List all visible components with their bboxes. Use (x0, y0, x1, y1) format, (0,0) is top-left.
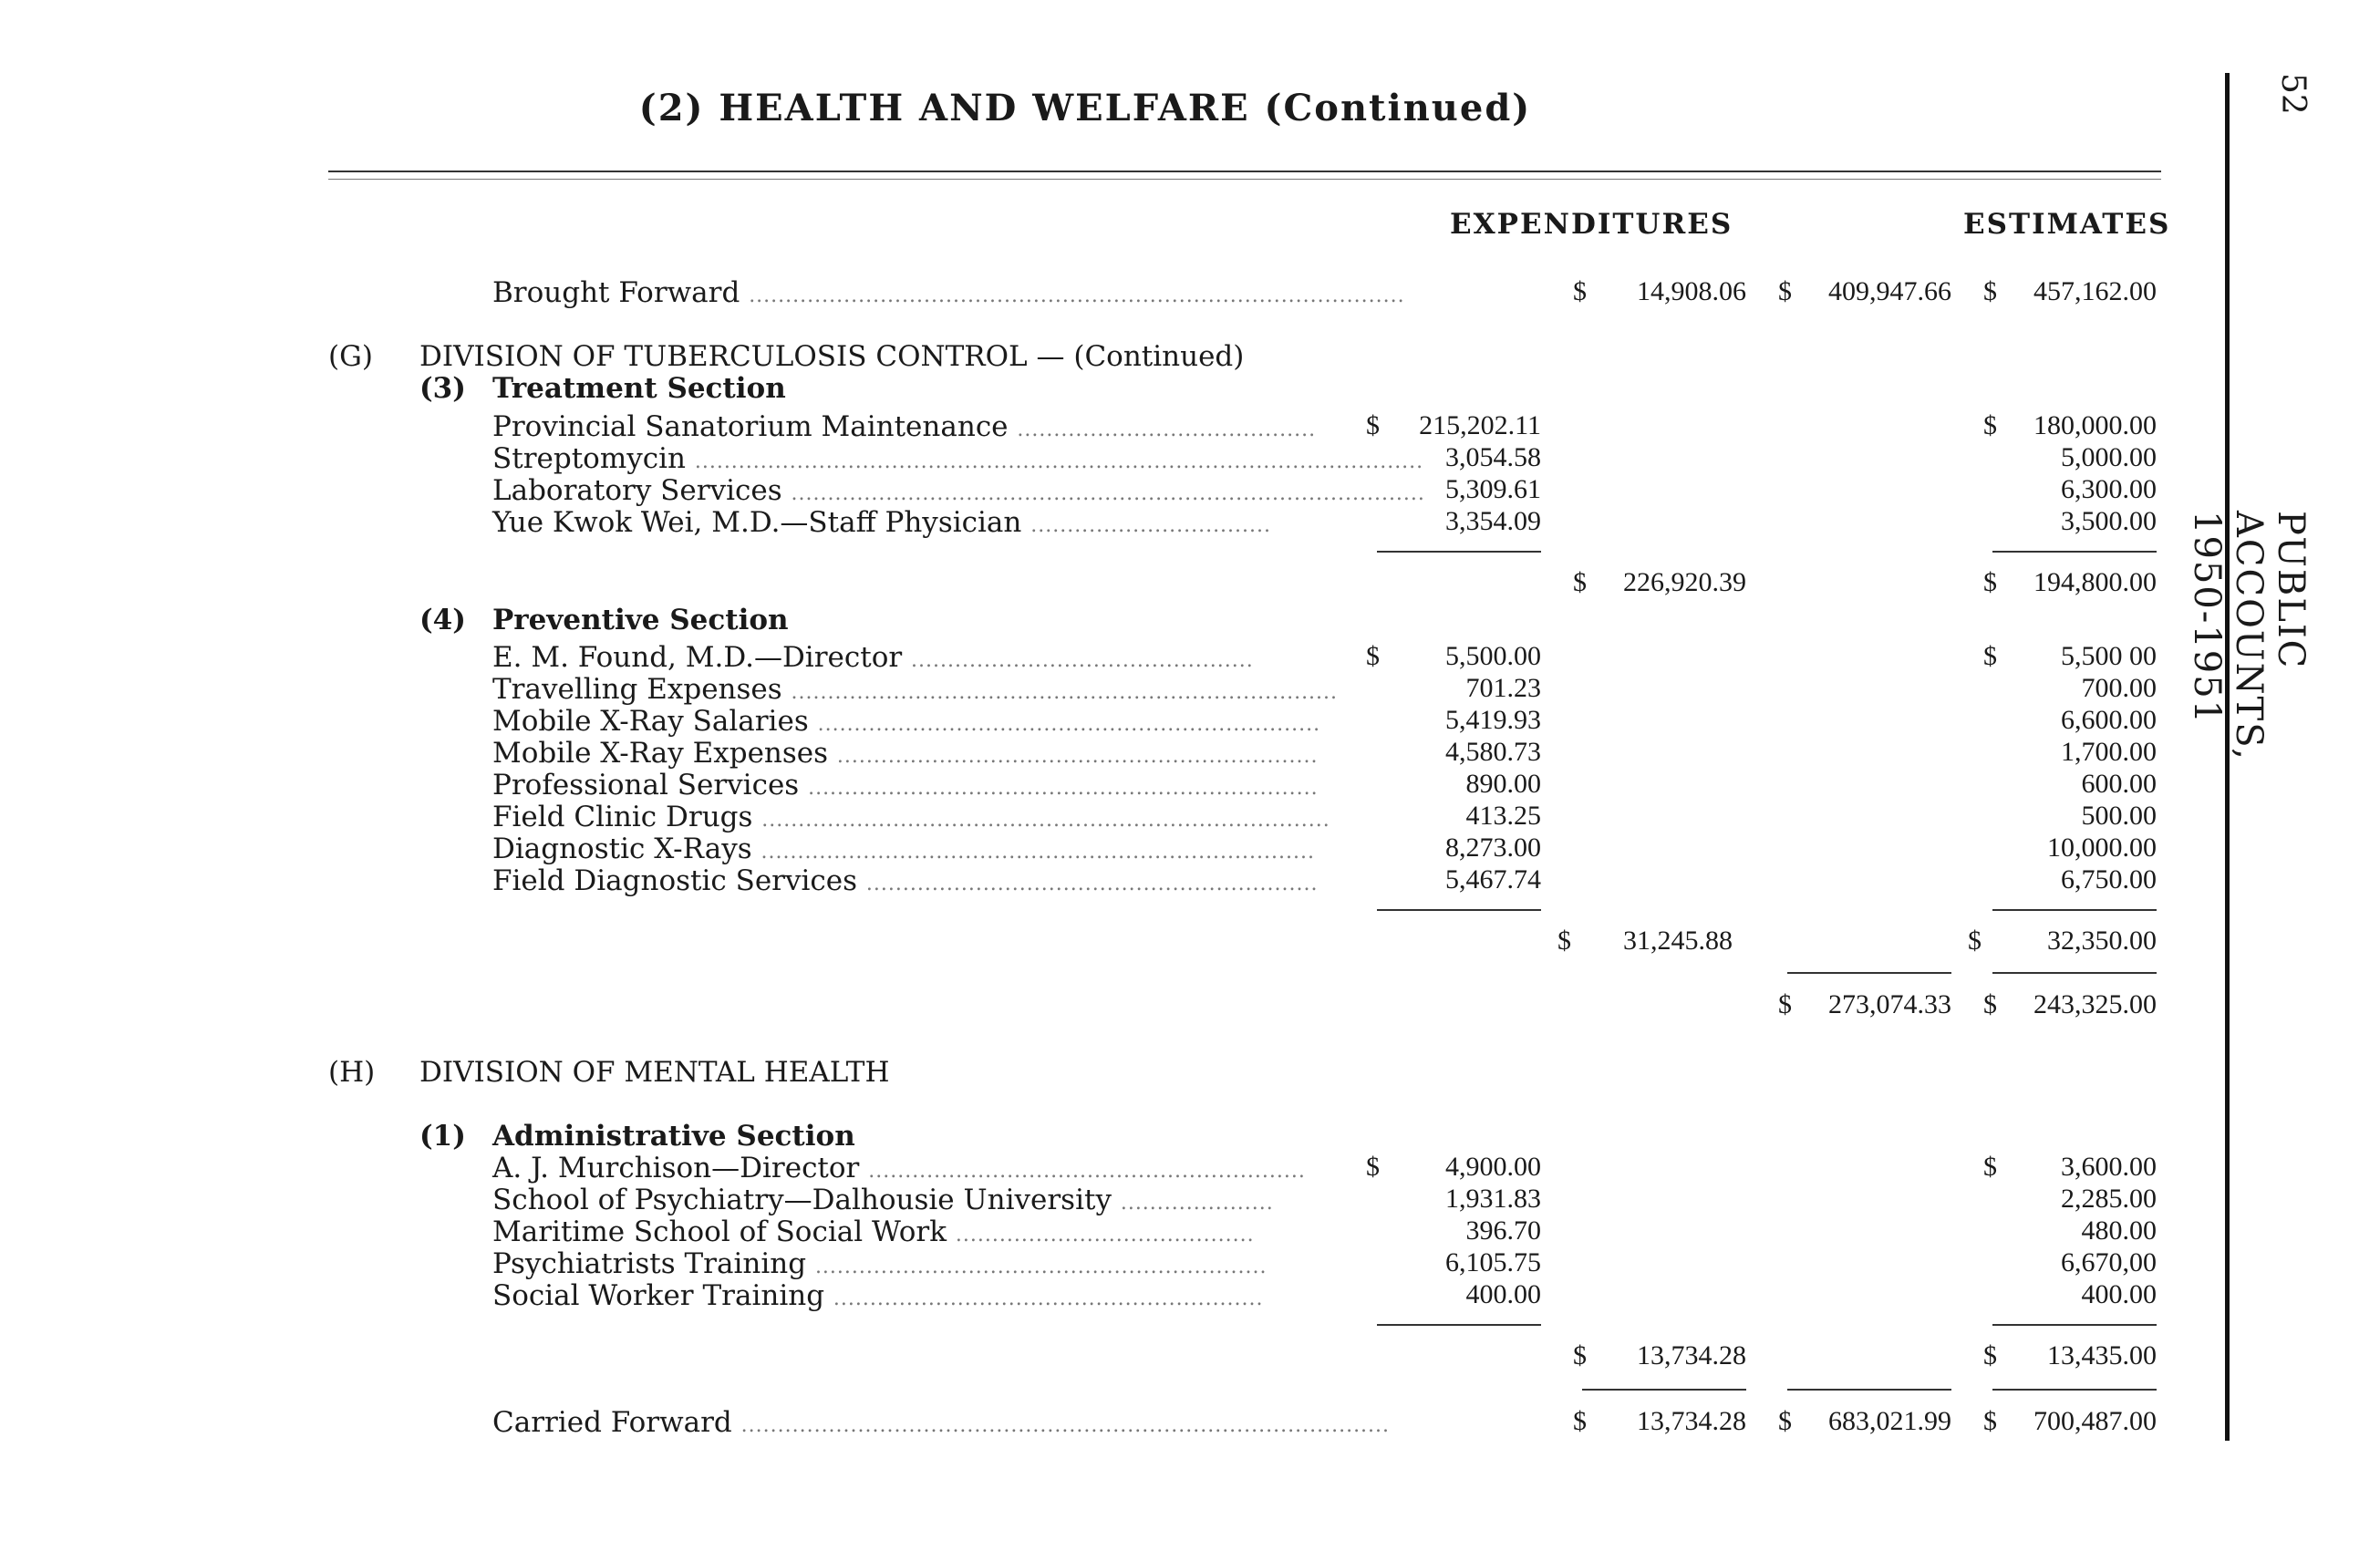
leader-dots: ....................................................................................... (791, 482, 1425, 505)
line-item (0, 737, 2189, 770)
line-item (0, 705, 2189, 738)
item-label: Maritime School of Social Work (492, 1215, 947, 1248)
currency-symbol: $ (1366, 641, 1380, 671)
subtotal-row (0, 926, 2189, 958)
sum-rule (1377, 551, 1541, 553)
line-item (0, 506, 2189, 539)
brought-forward-col3: 409,947.66 (1828, 276, 1951, 306)
item-label: School of Psychiatry—Dalhousie University (492, 1184, 1112, 1216)
section-title: Preventive Section (492, 604, 789, 636)
division-total-estimate: 243,325.00 (2033, 989, 2157, 1019)
running-title: PUBLIC ACCOUNTS, 1950-1951 (2186, 511, 2312, 761)
section-title: Administrative Section (492, 1120, 855, 1153)
currency-symbol: $ (1573, 567, 1587, 597)
currency-symbol: $ (1983, 641, 1997, 671)
subtotal-estimate: 32,350.00 (2047, 926, 2157, 956)
sum-rule (1992, 909, 2157, 911)
carried-forward-row (0, 1406, 2189, 1439)
item-estimate: 5,000.00 (2061, 442, 2157, 472)
item-estimate: 480.00 (2081, 1215, 2157, 1246)
sum-rule (1992, 972, 2157, 974)
subtotal-estimate: 194,800.00 (2033, 567, 2157, 597)
currency-symbol: $ (1366, 1152, 1380, 1182)
leader-dots: .............................................................................. (761, 809, 1330, 832)
currency-symbol: $ (1573, 1340, 1587, 1370)
item-estimate: 5,500 00 (2061, 641, 2157, 671)
currency-symbol: $ (1778, 1406, 1792, 1436)
line-item (0, 1247, 2189, 1280)
item-estimate: 400.00 (2081, 1279, 2157, 1309)
subtotal-expenditure: 31,245.88 (1623, 926, 1733, 956)
leader-dots: .................................................................................................... (694, 450, 1424, 473)
subtotal-expenditure: 13,734.28 (1637, 1340, 1746, 1370)
sum-rule (1992, 1389, 2157, 1391)
item-label: Laboratory Services (492, 474, 782, 507)
line-item (0, 769, 2189, 802)
item-estimate: 600.00 (2081, 769, 2157, 799)
section-code: (3) (419, 372, 466, 405)
subtotal-row (0, 567, 2189, 600)
section-heading (0, 1120, 2189, 1153)
line-item (0, 673, 2189, 706)
item-label: Psychiatrists Training (492, 1247, 807, 1280)
currency-symbol: $ (1983, 410, 1997, 440)
section-heading (0, 604, 2189, 636)
item-label: Professional Services (492, 769, 800, 802)
line-item (0, 864, 2189, 897)
item-label: Field Clinic Drugs (492, 801, 753, 833)
line-item (0, 1152, 2189, 1184)
line-item (0, 410, 2189, 443)
currency-symbol: $ (1778, 276, 1792, 306)
leader-dots: ........................................................... (833, 1288, 1264, 1310)
item-estimate: 2,285.00 (2061, 1184, 2157, 1214)
subtotal-expenditure: 226,920.39 (1623, 567, 1746, 597)
line-item (0, 641, 2189, 674)
item-estimate: 3,500.00 (2061, 506, 2157, 536)
item-label: E. M. Found, M.D.—Director (492, 641, 903, 674)
item-estimate: 180,000.00 (2033, 410, 2157, 440)
brought-forward-row (0, 276, 2189, 309)
item-estimate: 6,750.00 (2061, 864, 2157, 895)
item-expenditure: 215,202.11 (1419, 410, 1541, 440)
section-code: (4) (419, 604, 466, 636)
sum-rule (1787, 1389, 1951, 1391)
line-item (0, 1215, 2189, 1248)
item-estimate: 6,300.00 (2061, 474, 2157, 504)
currency-symbol: $ (1573, 276, 1587, 306)
currency-symbol: $ (1983, 276, 1997, 306)
currency-symbol: $ (1983, 1406, 1997, 1436)
leader-dots: .......................................................................................... (749, 284, 1405, 307)
carried-forward-col4: 700,487.00 (2033, 1406, 2157, 1436)
sum-rule (1992, 1324, 2157, 1326)
line-item (0, 1184, 2189, 1216)
subtotal-row (0, 1340, 2189, 1373)
item-label: Provincial Sanatorium Maintenance (492, 410, 1009, 443)
sum-rule (1377, 1324, 1541, 1326)
item-estimate: 700.00 (2081, 673, 2157, 703)
leader-dots: ...................................................................... (808, 777, 1319, 800)
item-estimate: 6,670,00 (2061, 1247, 2157, 1277)
carried-forward-col3: 683,021.99 (1828, 1406, 1951, 1436)
currency-symbol: $ (1778, 989, 1792, 1019)
sum-rule (1377, 909, 1541, 911)
brought-forward-label: Brought Forward (492, 276, 740, 309)
item-expenditure: 5,419.93 (1445, 705, 1541, 735)
currency-symbol: $ (1968, 926, 1982, 956)
item-expenditure: 8,273.00 (1445, 833, 1541, 863)
division-h-heading (0, 1056, 2189, 1089)
item-expenditure: 3,054.58 (1445, 442, 1541, 472)
sum-rule (1787, 972, 1951, 974)
leader-dots: ..................... (1120, 1192, 1274, 1215)
item-expenditure: 3,354.09 (1445, 506, 1541, 536)
brought-forward-col2: 14,908.06 (1637, 276, 1746, 306)
item-label: Travelling Expenses (492, 673, 782, 706)
column-header-estimates: ESTIMATES (1963, 208, 2171, 241)
currency-symbol: $ (1983, 1152, 1997, 1182)
leader-dots: ......................................................................................... (740, 1414, 1391, 1437)
division-total-row (0, 989, 2189, 1022)
title-rule-top (328, 171, 2161, 172)
line-item (0, 442, 2189, 475)
currency-symbol: $ (1983, 567, 1997, 597)
line-item (0, 833, 2189, 865)
item-expenditure: 6,105.75 (1445, 1247, 1541, 1277)
item-estimate: 10,000.00 (2047, 833, 2157, 863)
item-label: Social Worker Training (492, 1279, 825, 1312)
item-estimate: 1,700.00 (2061, 737, 2157, 767)
leader-dots: ............................................................................ (761, 841, 1315, 864)
sum-rule (1992, 551, 2157, 553)
division-total-expenditure: 273,074.33 (1828, 989, 1951, 1019)
currency-symbol: $ (1366, 410, 1380, 440)
item-label: Mobile X-Ray Expenses (492, 737, 829, 770)
leader-dots: ........................................................................... (791, 681, 1339, 704)
subtotal-estimate: 13,435.00 (2047, 1340, 2157, 1370)
section-code: (1) (419, 1120, 466, 1153)
item-expenditure: 396.70 (1465, 1215, 1541, 1246)
item-label: Streptomycin (492, 442, 686, 475)
leader-dots: ................................. (1030, 514, 1272, 537)
leader-dots: .................................................................. (836, 745, 1319, 768)
leader-dots: .............................................................. (814, 1256, 1268, 1278)
sum-rule (1582, 1389, 1746, 1391)
page-number: 52 (2274, 73, 2312, 115)
item-expenditure: 5,500.00 (1445, 641, 1541, 671)
division-code: (G) (328, 340, 373, 373)
line-item (0, 801, 2189, 833)
section-heading (0, 372, 2189, 405)
item-expenditure: 5,309.61 (1445, 474, 1541, 504)
item-estimate: 3,600.00 (2061, 1152, 2157, 1182)
leader-dots: ............................................... (911, 649, 1254, 672)
item-expenditure: 4,580.73 (1445, 737, 1541, 767)
leader-dots: ......................................... (1017, 419, 1317, 441)
leader-dots: ..................................................................... (817, 713, 1321, 736)
division-code: (H) (328, 1056, 376, 1089)
item-expenditure: 5,467.74 (1445, 864, 1541, 895)
leader-dots: .............................................................. (865, 873, 1319, 895)
item-expenditure: 413.25 (1465, 801, 1541, 831)
item-expenditure: 890.00 (1465, 769, 1541, 799)
section-title: Treatment Section (492, 372, 786, 405)
currency-symbol: $ (1557, 926, 1571, 956)
line-item (0, 474, 2189, 507)
side-margin (2186, 73, 2339, 1076)
item-expenditure: 400.00 (1465, 1279, 1541, 1309)
title-rule-bottom (328, 179, 2161, 180)
carried-forward-label: Carried Forward (492, 1406, 732, 1439)
item-label: Diagnostic X-Rays (492, 833, 752, 865)
item-expenditure: 4,900.00 (1445, 1152, 1541, 1182)
leader-dots: ............................................................ (868, 1160, 1306, 1183)
item-label: Yue Kwok Wei, M.D.—Staff Physician (492, 506, 1022, 539)
currency-symbol: $ (1983, 989, 1997, 1019)
division-g-heading (0, 340, 2189, 373)
carried-forward-col2: 13,734.28 (1637, 1406, 1746, 1436)
brought-forward-col4: 457,162.00 (2033, 276, 2157, 306)
page-title: (2) HEALTH AND WELFARE (Continued) (638, 87, 1532, 129)
division-title: DIVISION OF TUBERCULOSIS CONTROL — (Continued) (419, 340, 1245, 373)
item-label: Field Diagnostic Services (492, 864, 858, 897)
currency-symbol: $ (1573, 1406, 1587, 1436)
item-label: Mobile X-Ray Salaries (492, 705, 809, 738)
item-expenditure: 1,931.83 (1445, 1184, 1541, 1214)
item-estimate: 500.00 (2081, 801, 2157, 831)
currency-symbol: $ (1983, 1340, 1997, 1370)
line-item (0, 1279, 2189, 1312)
division-title: DIVISION OF MENTAL HEALTH (419, 1056, 890, 1089)
item-label: A. J. Murchison—Director (492, 1152, 860, 1184)
item-expenditure: 701.23 (1465, 673, 1541, 703)
leader-dots: ......................................... (955, 1224, 1255, 1246)
item-estimate: 6,600.00 (2061, 705, 2157, 735)
column-header-expenditures: EXPENDITURES (1450, 208, 1733, 241)
